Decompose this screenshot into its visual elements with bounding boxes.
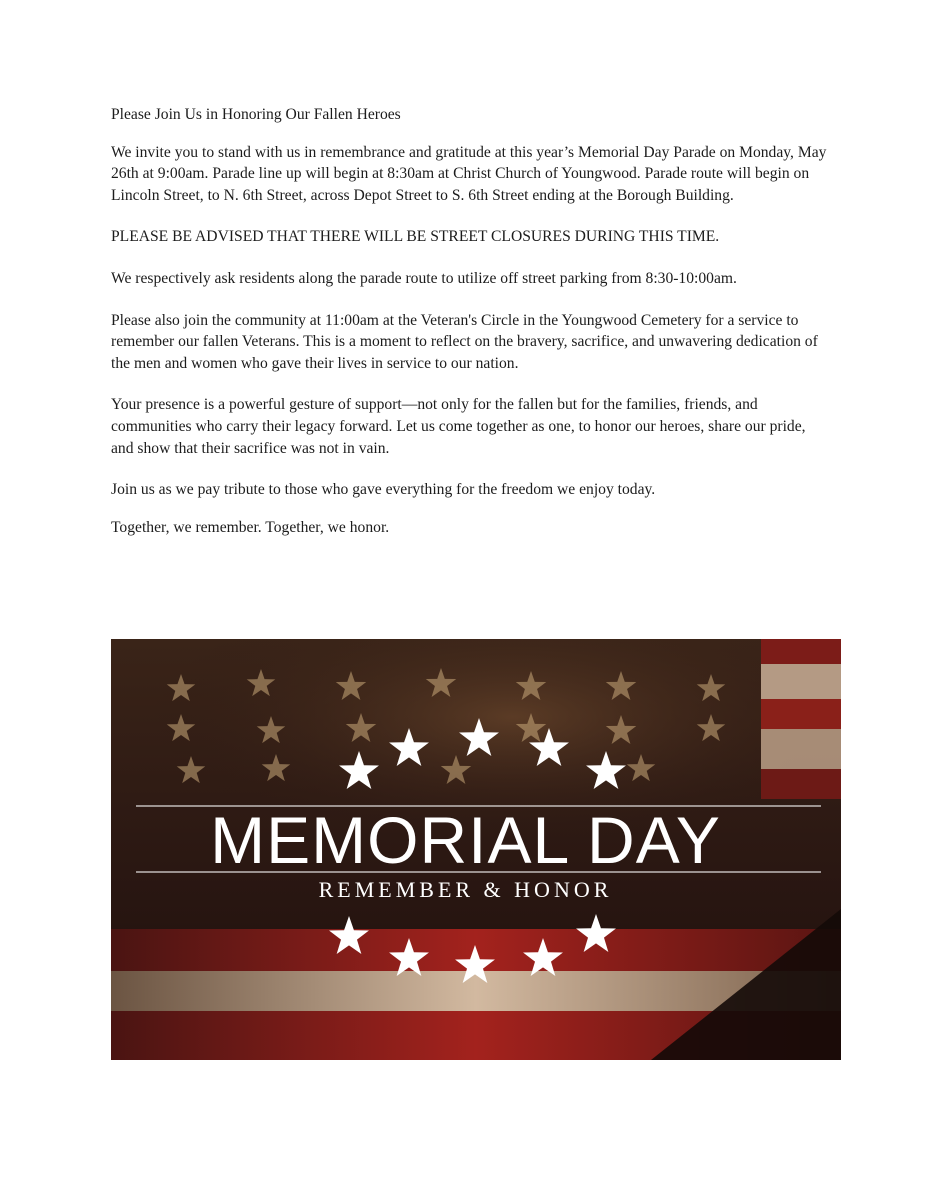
banner-subtitle: REMEMBER & HONOR <box>318 877 613 902</box>
paragraph-tribute: Join us as we pay tribute to those who gave everything for the freedom we enjoy today. <box>111 481 656 499</box>
letter-heading: Please Join Us in Honoring Our Fallen Heroes <box>111 106 401 123</box>
paragraph-presence: Your presence is a powerful gesture of support—not only for the fallen but for the families, friends, and communities who carry their legacy forward. Let us come together as one, to honor our heroes, share our pride, and show that their sacrifice was not in vain. <box>111 396 806 457</box>
paragraph-street-closures: PLEASE BE ADVISED THAT THERE WILL BE STREET CLOSURES DURING THIS TIME. <box>111 228 720 246</box>
paragraph-cemetery-service: Please also join the community at 11:00am at the Veteran's Circle in the Youngwood Cemetery for a service to remember our fallen Veterans. This is a moment to reflect on the bravery, sacrifice, and unwavering dedication of the men and women who gave their lives in service to our nation. <box>111 311 818 372</box>
paragraph-parking: We respectively ask residents along the parade route to utilize off street parking from 8:30-10:00am. <box>111 269 737 287</box>
paragraph-parade-info: We invite you to stand with us in remembrance and gratitude at this year’s Memorial Day Parade on Monday, May 26th at 9:00am. Parade line up will begin at 8:30am at Christ Church of Youngwood. Parade route will begin on Lincoln Street, to N. 6th Street, across Depot Street to S. 6th Street ending at the Borough Building. <box>111 143 827 204</box>
letter-body <box>111 104 831 558</box>
banner-title: MEMORIAL DAY <box>210 803 721 877</box>
paragraph-closing: Together, we remember. Together, we honor. <box>111 518 390 536</box>
